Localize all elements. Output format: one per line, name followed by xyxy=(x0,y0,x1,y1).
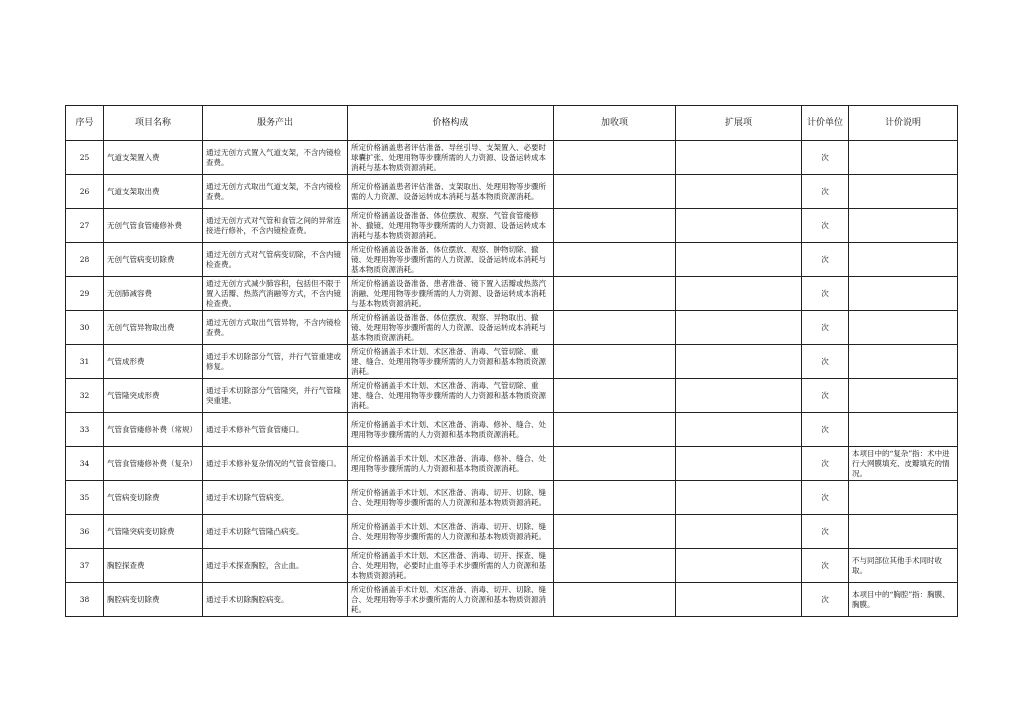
cell-no: 34 xyxy=(66,447,104,481)
header-price-composition: 价格构成 xyxy=(348,106,554,141)
table-row xyxy=(66,175,958,209)
cell-service-output: 通过手术切除气管隆凸病变。 xyxy=(203,515,348,549)
cell-unit: 次 xyxy=(802,277,849,311)
cell-extension xyxy=(676,549,802,583)
cell-surcharge xyxy=(554,175,676,209)
cell-item-name: 气管隆突成形费 xyxy=(104,379,203,413)
cell-no: 37 xyxy=(66,549,104,583)
cell-surcharge xyxy=(554,583,676,617)
cell-unit: 次 xyxy=(802,549,849,583)
cell-surcharge xyxy=(554,243,676,277)
cell-no: 38 xyxy=(66,583,104,617)
cell-item-name: 无创气管异物取出费 xyxy=(104,311,203,345)
cell-surcharge xyxy=(554,141,676,175)
cell-service-output: 通过无创方式取出气道支架，不含内镜检查费。 xyxy=(203,175,348,209)
cell-item-name: 胸腔病变切除费 xyxy=(104,583,203,617)
table-body xyxy=(66,141,958,617)
header-note: 计价说明 xyxy=(849,106,958,141)
table-row xyxy=(66,583,958,617)
cell-item-name: 气道支架置入费 xyxy=(104,141,203,175)
cell-service-output: 通过手术探查胸腔，含止血。 xyxy=(203,549,348,583)
cell-item-name: 气管成形费 xyxy=(104,345,203,379)
table-row xyxy=(66,141,958,175)
cell-extension xyxy=(676,413,802,447)
cell-service-output: 通过无创方式减少肺容积，包括但不限于置入活瓣、热蒸汽消融等方式，不含内镜检查费。 xyxy=(203,277,348,311)
cell-price-composition: 所定价格涵盖手术计划、术区准备、消毒、修补、缝合、处理用物等步骤所需的人力资源和基本物质资源消耗。 xyxy=(348,447,554,481)
cell-note: 本项目中的“胸腔”指：胸膜、胸膜。 xyxy=(849,583,958,617)
cell-no: 28 xyxy=(66,243,104,277)
table-row xyxy=(66,243,958,277)
cell-price-composition: 所定价格涵盖设备准备、体位摆放、观察、气管食管瘘修补、撤镜、处理用物等步骤所需的人力资源、设备运转成本消耗与基本物质资源消耗。 xyxy=(348,209,554,243)
header-extension: 扩展项 xyxy=(676,106,802,141)
cell-surcharge xyxy=(554,481,676,515)
cell-unit: 次 xyxy=(802,141,849,175)
cell-extension xyxy=(676,243,802,277)
table-row xyxy=(66,515,958,549)
cell-item-name: 胸腔探查费 xyxy=(104,549,203,583)
header-surcharge: 加收项 xyxy=(554,106,676,141)
cell-price-composition: 所定价格涵盖设备准备、体位摆放、观察、肿物切除、撤镜、处理用物等步骤所需的人力资源、设备运转成本消耗与基本物质资源消耗。 xyxy=(348,243,554,277)
cell-unit: 次 xyxy=(802,413,849,447)
cell-note xyxy=(849,175,958,209)
table-row xyxy=(66,311,958,345)
cell-surcharge xyxy=(554,549,676,583)
cell-service-output: 通过无创方式对气管病变切除，不含内镜检查费。 xyxy=(203,243,348,277)
cell-note xyxy=(849,413,958,447)
cell-no: 30 xyxy=(66,311,104,345)
cell-note xyxy=(849,345,958,379)
cell-extension xyxy=(676,209,802,243)
table-row xyxy=(66,345,958,379)
cell-price-composition: 所定价格涵盖设备准备、体位摆放、观察、异物取出、撤镜、处理用物等步骤所需的人力资源、设备运转成本消耗与基本物质资源消耗。 xyxy=(348,311,554,345)
cell-surcharge xyxy=(554,447,676,481)
cell-price-composition: 所定价格涵盖设备准备、患者准备、镜下置入活瓣或热蒸汽消融、处理用物等步骤所需的人力资源、设备运转成本消耗与基本物质资源消耗。 xyxy=(348,277,554,311)
cell-price-composition: 所定价格涵盖手术计划、术区准备、消毒、切开、切除、缝合、处理用物等步骤所需的人力资源和基本物质资源消耗。 xyxy=(348,515,554,549)
cell-extension xyxy=(676,175,802,209)
cell-note xyxy=(849,481,958,515)
cell-no: 25 xyxy=(66,141,104,175)
cell-unit: 次 xyxy=(802,345,849,379)
cell-item-name: 无创肺减容费 xyxy=(104,277,203,311)
cell-unit: 次 xyxy=(802,515,849,549)
table-row xyxy=(66,447,958,481)
cell-price-composition: 所定价格涵盖患者评估准备、导丝引导、支架置入、必要时球囊扩张、处理用物等步骤所需的人力资源、设备运转成本消耗与基本物质资源消耗。 xyxy=(348,141,554,175)
cell-no: 29 xyxy=(66,277,104,311)
cell-unit: 次 xyxy=(802,447,849,481)
cell-unit: 次 xyxy=(802,209,849,243)
cell-extension xyxy=(676,447,802,481)
cell-price-composition: 所定价格涵盖手术计划、术区准备、消毒、切开、切除、缝合、处理用物等手术步骤所需的人力资源和基本物质资源消耗。 xyxy=(348,583,554,617)
cell-unit: 次 xyxy=(802,243,849,277)
header-no: 序号 xyxy=(66,106,104,141)
cell-extension xyxy=(676,141,802,175)
cell-unit: 次 xyxy=(802,175,849,209)
cell-extension xyxy=(676,515,802,549)
cell-note xyxy=(849,141,958,175)
header-service-output: 服务产出 xyxy=(203,106,348,141)
cell-service-output: 通过手术修补气管食管瘘口。 xyxy=(203,413,348,447)
cell-service-output: 通过无创方式置入气道支架，不含内镜检查费。 xyxy=(203,141,348,175)
table-row xyxy=(66,413,958,447)
cell-note xyxy=(849,243,958,277)
cell-surcharge xyxy=(554,277,676,311)
cell-note xyxy=(849,379,958,413)
cell-price-composition: 所定价格涵盖手术计划、术区准备、消毒、修补、缝合、处理用物等步骤所需的人力资源和基本物质资源消耗。 xyxy=(348,413,554,447)
cell-surcharge xyxy=(554,345,676,379)
cell-unit: 次 xyxy=(802,379,849,413)
cell-service-output: 通过手术修补复杂情况的气管食管瘘口。 xyxy=(203,447,348,481)
header-unit: 计价单位 xyxy=(802,106,849,141)
cell-no: 36 xyxy=(66,515,104,549)
cell-unit: 次 xyxy=(802,583,849,617)
cell-price-composition: 所定价格涵盖患者评估准备、支架取出、处理用物等步骤所需的人力资源、设备运转成本消耗与基本物质资源消耗。 xyxy=(348,175,554,209)
cell-note xyxy=(849,277,958,311)
cell-extension xyxy=(676,379,802,413)
cell-extension xyxy=(676,345,802,379)
cell-item-name: 无创气管病变切除费 xyxy=(104,243,203,277)
cell-surcharge xyxy=(554,515,676,549)
cell-service-output: 通过手术切除部分气管，并行气管重建或修复。 xyxy=(203,345,348,379)
header-item-name: 项目名称 xyxy=(104,106,203,141)
cell-item-name: 气道支架取出费 xyxy=(104,175,203,209)
cell-extension xyxy=(676,583,802,617)
table-row xyxy=(66,379,958,413)
cell-price-composition: 所定价格涵盖手术计划、术区准备、消毒、气管切除、重建、缝合、处理用物等步骤所需的人力资源和基本物质资源消耗。 xyxy=(348,379,554,413)
cell-no: 26 xyxy=(66,175,104,209)
cell-extension xyxy=(676,277,802,311)
cell-service-output: 通过无创方式对气管和食管之间的异常连接进行修补，不含内镜检查费。 xyxy=(203,209,348,243)
cell-no: 33 xyxy=(66,413,104,447)
cell-note xyxy=(849,209,958,243)
cell-surcharge xyxy=(554,209,676,243)
cell-surcharge xyxy=(554,311,676,345)
cell-item-name: 气管病变切除费 xyxy=(104,481,203,515)
cell-note: 本项目中的“复杂”指：术中进行大网膜填充、皮瓣填充的情况。 xyxy=(849,447,958,481)
cell-no: 35 xyxy=(66,481,104,515)
table-header-row xyxy=(66,106,958,141)
cell-service-output: 通过手术切除气管病变。 xyxy=(203,481,348,515)
cell-item-name: 气管隆突病变切除费 xyxy=(104,515,203,549)
table-row xyxy=(66,481,958,515)
cell-extension xyxy=(676,311,802,345)
cell-unit: 次 xyxy=(802,481,849,515)
cell-no: 31 xyxy=(66,345,104,379)
cell-unit: 次 xyxy=(802,311,849,345)
cell-price-composition: 所定价格涵盖手术计划、术区准备、消毒、切开、探查、缝合、处理用物，必要时止血等手术步骤所需的人力资源和基本物质资源消耗。 xyxy=(348,549,554,583)
cell-service-output: 通过手术切除部分气管隆突，并行气管隆突重建。 xyxy=(203,379,348,413)
cell-item-name: 气管食管瘘修补费（复杂） xyxy=(104,447,203,481)
cell-no: 27 xyxy=(66,209,104,243)
cell-note xyxy=(849,311,958,345)
cell-surcharge xyxy=(554,413,676,447)
cell-service-output: 通过无创方式取出气管异物，不含内镜检查费。 xyxy=(203,311,348,345)
cell-note xyxy=(849,515,958,549)
cell-note: 不与同部位其他手术同时收取。 xyxy=(849,549,958,583)
price-table xyxy=(65,105,958,617)
table-row xyxy=(66,209,958,243)
cell-item-name: 气管食管瘘修补费（常规） xyxy=(104,413,203,447)
cell-item-name: 无创气管食管瘘修补费 xyxy=(104,209,203,243)
cell-no: 32 xyxy=(66,379,104,413)
table-row xyxy=(66,277,958,311)
cell-surcharge xyxy=(554,379,676,413)
cell-extension xyxy=(676,481,802,515)
cell-price-composition: 所定价格涵盖手术计划、术区准备、消毒、切开、切除、缝合、处理用物等步骤所需的人力资源和基本物质资源消耗。 xyxy=(348,481,554,515)
table-row xyxy=(66,549,958,583)
cell-service-output: 通过手术切除胸腔病变。 xyxy=(203,583,348,617)
cell-price-composition: 所定价格涵盖手术计划、术区准备、消毒、气管切除、重建、缝合、处理用物等步骤所需的人力资源和基本物质资源消耗。 xyxy=(348,345,554,379)
